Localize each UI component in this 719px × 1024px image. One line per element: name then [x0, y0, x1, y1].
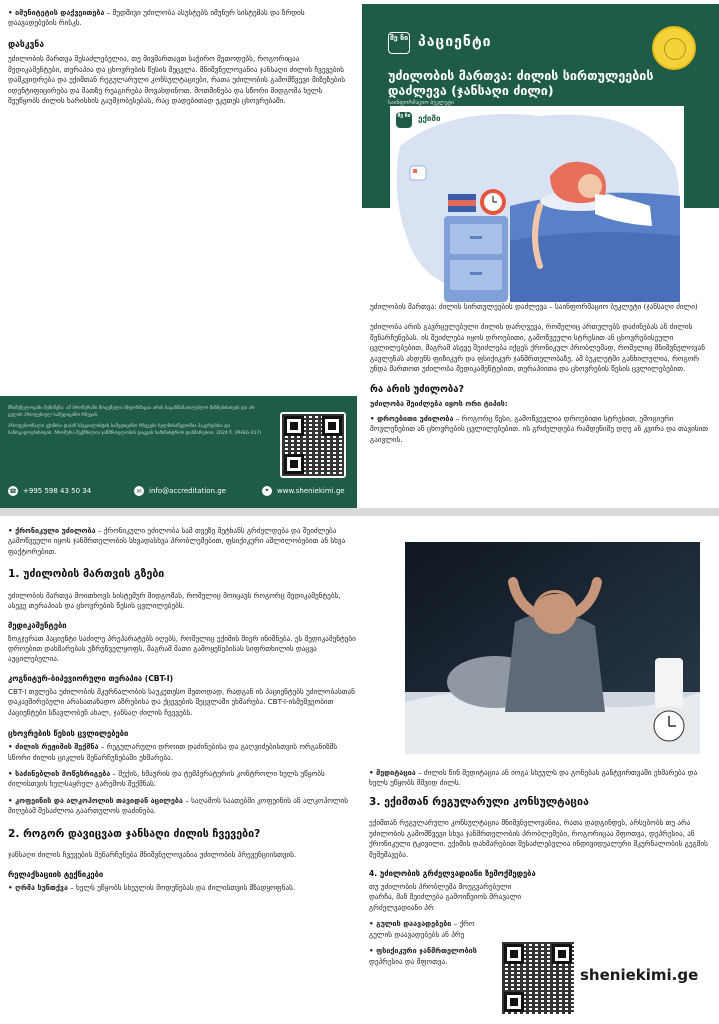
image-caption: უძილობის მართვა: ძილის სირთულეების დაძლევა – საინფორმაციო ბუკლეტი (ჯანსაღი ძილი)	[370, 302, 698, 311]
cbt-heading: კოგნიტურ-ბიჰევიორული თერაპია (CBT-I)	[8, 673, 174, 683]
medication-heading: მედიკამენტები	[8, 620, 67, 630]
relaxation-heading: რელაქსაციის ტექნიკები	[8, 869, 104, 879]
section-3-text: ექიმთან რეგულარული კონსულტაცია მნიშვნელოვანია, რათა დადგინდეს, არსებობს თუ არა უძილობის გამომწვევი სხვა ჯანმრთელობის პრობლემები, როგორიცაა შფოთვა, დეპრესია, ან ქრონიკული ტკივილი. ექიმის დახმარებით შესაძლებელია ინდივიდუალური მკურნალობის გეგმის შემუშავება.	[369, 818, 708, 859]
caffeine-bullet: • კოფეინის და ალკოჰოლის თავიდან აცილება – საღამოს საათებში კოფეინის ან ალკოჰოლის მიღებამ შესაძლოა გაართულოს დაძინება.	[8, 796, 358, 817]
section-2-heading: 2. როგორ დავიცვათ ჯანსაღი ძილის ჩვევები?	[8, 827, 261, 840]
acute-insomnia-bullet: • დროებითი უძილობა – როგორც წესი, გამოწვეულია დროებითი სტრესით, ემოციური მოვლენებით ან ცხოვრების ცვლილებებით. ის გრძელდება რამდენიმე დღე ან კვირა და თავისით გაივლის.	[370, 414, 710, 445]
illustration-logo: შე ნი	[396, 112, 412, 128]
illustration-brand: ექიმი	[418, 114, 441, 123]
location-icon: ⌖	[262, 486, 272, 496]
section-1-intro: უძილობის მართვა მოითხოვს სისტემურ მიდგომას, რომელიც მოიცავს როგორც მედიკამენტებს, ასევე თერაპიას და ცხოვრების წესის ცვლილებებს.	[8, 590, 341, 611]
logo: შე ნი	[388, 32, 410, 54]
page1-right-column	[370, 302, 710, 451]
page1-footer	[0, 396, 357, 508]
sleep-schedule-bullet: • ძილის რეჟიმის შექმნა – რეგულარული დროით დაძინებისა და გაღვიძებისთვის ორგანიზმს სწორი ძილის ციკლის შენარჩუნებაში ეხმარება.	[8, 742, 358, 763]
accreditation-seal	[652, 26, 696, 70]
types-heading: უძილობა შეიძლება იყოს ორი ტიპის:	[370, 399, 508, 409]
section-2-intro: ჯანსაღი ძილის ჩვევების შენარჩუნება მნიშვნელოვანია უძილობის პრევენციისთვის.	[8, 850, 297, 860]
cbt-text: CBT-I თვლება უძილობის მკურნალობის საუკეთესო მეთოდად, რადგან ის პაციენტებს უძილობასთან დაკავშირებული არასათანადო აზრებისა და ქცევების შეცვლაში ეხმარება. CBT-I-ისმეშვეობით პაციენტები სწავლობენ ახალ, ჯანსაღ ძილის ჩვევებს.	[8, 686, 355, 717]
deep-breathing-bullet: • ღრმა სუნთქვა – ხელს უწყობს სხეულის მოდუნებას და ძილისთვის მზადყოფნას.	[8, 883, 358, 893]
website-contact[interactable]: ⌖ www.sheniekimi.ge	[262, 486, 345, 496]
page1-left-column	[8, 8, 354, 113]
section-4-heading: 4. უძილობის გრძელვადიანი ზემოქმედება	[369, 868, 536, 878]
section-3-heading: 3. ექიმთან რეგულარული კონსულტაცია	[369, 795, 589, 808]
mental-health-bullet: • ფსიქიკური ჯანმრთელობის დეპრესია და შფოთვა.	[369, 946, 499, 967]
sleep-illustration	[390, 106, 684, 302]
mail-icon: ✉	[134, 486, 144, 496]
qr-code[interactable]	[280, 412, 346, 478]
meditation-bullet: • მედიტაცია – ძილის წინ მედიტაცია ან იოგა სხეულს და გონებას განტვირთვაში ეხმარება და ხელს უწყობს მშვიდ ძილს.	[369, 768, 714, 789]
lifestyle-heading: ცხოვრების წესის ცვლილებები	[8, 729, 129, 739]
brand-name: პაციენტი	[418, 34, 492, 50]
brochure-page-1	[0, 0, 719, 508]
qr-code-2[interactable]	[500, 940, 576, 1016]
immunity-bullet: • იმუნიტეტის დაქვეითება – მუდმივი უძილობა ასუსტებს იმუნურ სისტემას და ზრდის დაავადებების რისკს.	[8, 8, 354, 29]
heart-disease-bullet: • გულის დაავადებები – ქრო გულის დაავადებებს ან პრე	[369, 919, 499, 940]
what-is-insomnia-heading: რა არის უძილობა?	[370, 383, 464, 395]
medication-text: ზოგჯერათ პაციენტი საძილე პრეპარატებს იღებს, რომელიც ექიმის მიერ ინიშნება. ეს მედიკამენტები დროებით დახმარებას უზრუნველყოფს, მაგრამ მათი გამოყენებისას სიფრთხილის დაცვა აუცილებელია.	[8, 633, 356, 664]
insomnia-intro: უძილობა არის გავრცელებული ძილის დარღვევა, რომელიც ართულებს დაძინებას ან ძილის შენარჩუნებას. ის შეიძლება იყოს დროებითი, გამოწვეული სტრესით ან ცხოვრებისეული ცვლილებებით, მაგრამ ასევე შეიძლება იქცეს ქრონიკულ პრობლემად, რომელიც მნიშვნელოვან გავლენას ახდენს ფიზიკურ და ფსიქიკურ ჯანმრთელობაზე. ამ ბუკლეტში განხილულია, როგორ უნდა მართოთ უძილობა მედიკამენტებით, თერაპიითა და ცხოვრების წესის ცვლილებებით.	[370, 322, 706, 374]
email-contact[interactable]: ✉ info@accreditation.ge	[134, 486, 226, 496]
phone-contact[interactable]: ☎ +995 598 43 50 34	[9, 487, 92, 495]
section-1-heading: 1. უძილობის მართვის გზები	[8, 568, 165, 581]
brochure-page-2	[0, 516, 719, 1024]
phone-icon: ☎	[9, 487, 17, 495]
bedroom-bullet: • საძინებლის მოწესრიგება – შუქის, ხმაურის და ტემპერატურის კონტროლი ხელს უწყობს ძილისთვის ხელსაყრელ გარემოს შექმნას.	[8, 769, 358, 790]
section-4-text: თუ უძილობის პრობლემა მოუგვარებელი დარჩა, მან შეიძლება გამოიწვიოს მრავალი გრძელვადიანი პრ	[369, 881, 522, 912]
chronic-insomnia-bullet: • ქრონიკული უძილობა – ქრონიკული უძილობა სამ თვეზე მეტხანს გრძელდება და შეიძლება გამოწვეული იყოს ჯანმრთელობის სხვადასხვა პრობლემებით, ფსიქიკური აშლილობებით ან სხვა ფაქტორებით.	[8, 526, 358, 557]
conclusion-text: უძილობის მართვა შესაძლებელია, თუ მივმართავთ საჭირო მეთოდებს, როგორიცაა მედიკამენტები, თერაპია და ცხოვრების წესის შეცვლა. მნიშვნელოვანია ჯანსაღი ძილის ჩვევების დამკვიდრება და ექიმთან რეგულარული კონსულტაციები, რათა უძილობის გამომწვევი მიზეზების იდენტიფიცირება და მათზე რეაგირება მოვახდინოთ. მოთმინება და სწორი მიდგომა ხელს შეუწყობს ძილის ხარისხის გაუმჯობესებას, რაც დადებითად უკეთეს ცხოვრებაში.	[8, 54, 346, 106]
insomnia-photo	[405, 542, 700, 754]
page-title: უძილობის მართვა: ძილის სირთულეების დაძლევა (ჯანსაღი ძილი)	[388, 68, 654, 98]
website-link[interactable]: sheniekimi.ge	[580, 966, 699, 984]
page2-left-column	[8, 526, 358, 899]
disclaimer: მნიშვნელოვანი შენიშვნა: ამ ბროშურაში მოცემული ინფორმაცია არის საგანმანათლებლო მიზნებისთვის და არ ცვლის პროფესიულ სამედიცინო რჩევას. პროფესიონალი ექიმისა და/ან სპეციალისტის სამედიცინო რჩევები ხელმისაწვდომია ჰაკერებისა და საზოგადოებისთვის. ბროშურა შექმნილია ჯანმრთელობის დაცვის სამინისტროს დახმარებით, 2024 წ. (PHEG-017)	[8, 406, 262, 436]
page-subtitle: საინფორმაციო ბუკლეტი	[388, 100, 454, 106]
conclusion-heading: დასკვნა	[8, 39, 45, 50]
